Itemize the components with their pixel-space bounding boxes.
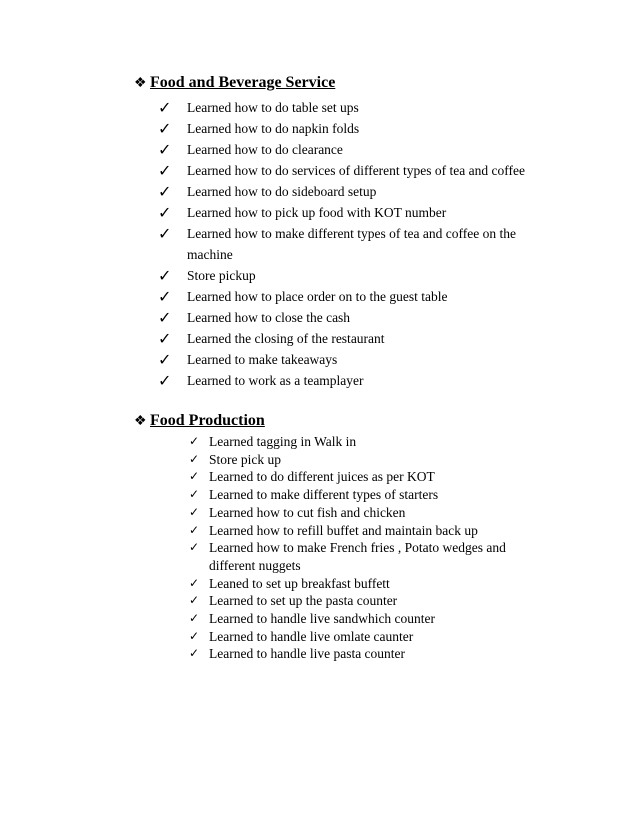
- list-item-text: Learned to do different juices as per KOT: [209, 469, 435, 485]
- list-item: [189, 451, 506, 469]
- list-item: [158, 139, 525, 160]
- list-item: [189, 486, 506, 504]
- checklist-food-and-beverage: [158, 97, 525, 391]
- list-item-text: Learned to handle live pasta counter: [209, 646, 406, 662]
- list-item: [158, 223, 525, 265]
- checkmark-icon: ✓: [158, 140, 172, 159]
- list-item: [189, 504, 506, 522]
- list-item-text: Learned to handle live omlate caunter: [209, 628, 414, 644]
- list-item: [158, 265, 525, 286]
- checklist-food-production: [189, 433, 506, 663]
- list-item-text: Store pickup: [187, 268, 256, 283]
- checkmark-icon: ✓: [189, 469, 200, 484]
- list-item: [158, 97, 525, 118]
- list-item-text: Learned how to place order on to the guest table: [187, 289, 448, 304]
- list-item-text: Learned the closing of the restaurant: [187, 331, 385, 346]
- list-item: [158, 370, 525, 391]
- list-item: [189, 539, 506, 574]
- checkmark-icon: ✓: [189, 646, 200, 661]
- list-item-text: Leaned to set up breakfast buffett: [209, 575, 390, 591]
- list-item-text: Learned how to do services of different types of tea and coffee: [187, 163, 525, 178]
- list-item-text: Learned how to make French fries , Potato wedges and: [209, 540, 506, 556]
- list-item-text-continuation: machine: [187, 247, 233, 262]
- list-item: [189, 610, 506, 628]
- list-item-text: Learned how to do clearance: [187, 142, 343, 157]
- section-heading-food-and-beverage: [134, 74, 335, 93]
- list-item-text: Learned to set up the pasta counter: [209, 593, 398, 609]
- list-item: [189, 645, 506, 663]
- list-item-text: Learned to work as a teamplayer: [187, 373, 364, 388]
- checkmark-icon: ✓: [189, 487, 200, 502]
- list-item: [189, 468, 506, 486]
- list-item: [158, 286, 525, 307]
- diamond-bullet-icon: ❖: [134, 414, 147, 429]
- list-item: [158, 202, 525, 223]
- checkmark-icon: ✓: [158, 371, 172, 390]
- list-item: [189, 628, 506, 646]
- checkmark-icon: ✓: [158, 224, 172, 243]
- checkmark-icon: ✓: [189, 593, 200, 608]
- list-item-text: Learned tagging in Walk in: [209, 434, 357, 449]
- list-item-text: Learned how to do sideboard setup: [187, 184, 377, 199]
- list-item: [189, 592, 506, 610]
- checkmark-icon: ✓: [189, 611, 200, 626]
- list-item-text: Learned to handle live sandwhich counter: [209, 611, 436, 627]
- section-title: Food Production: [150, 412, 265, 429]
- list-item-text: Learned to make takeaways: [187, 352, 338, 367]
- list-item-text: Learned to make different types of starters: [209, 487, 439, 503]
- checkmark-icon: ✓: [189, 575, 200, 590]
- list-item: [189, 575, 506, 593]
- list-item: [158, 328, 525, 349]
- checkmark-icon: ✓: [158, 203, 172, 222]
- list-item-text: Learned how to do table set ups: [187, 100, 359, 115]
- list-item-text: Learned how to cut fish and chicken: [209, 504, 406, 520]
- checkmark-icon: ✓: [158, 287, 172, 306]
- list-item-text: Learned how to refill buffet and maintain back up: [209, 522, 478, 538]
- list-item: [189, 522, 506, 540]
- checkmark-icon: ✓: [189, 504, 200, 519]
- checkmark-icon: ✓: [158, 182, 172, 201]
- list-item: [189, 433, 506, 451]
- list-item: [158, 160, 525, 181]
- list-item: [158, 307, 525, 328]
- checkmark-icon: ✓: [158, 119, 172, 138]
- list-item-text: Learned how to close the cash: [187, 310, 351, 325]
- list-item-text: Learned how to pick up food with KOT number: [187, 205, 447, 220]
- checkmark-icon: ✓: [158, 161, 172, 180]
- list-item-text: Learned how to do napkin folds: [187, 121, 360, 136]
- list-item: [158, 181, 525, 202]
- diamond-bullet-icon: ❖: [134, 76, 147, 91]
- checkmark-icon: ✓: [158, 329, 172, 348]
- checkmark-icon: ✓: [189, 522, 200, 537]
- list-item: [158, 349, 525, 370]
- checkmark-icon: ✓: [189, 434, 200, 448]
- checkmark-icon: ✓: [158, 350, 172, 369]
- checkmark-icon: ✓: [189, 451, 200, 466]
- list-item-text-continuation: different nuggets: [209, 557, 301, 573]
- checkmark-icon: ✓: [158, 308, 172, 327]
- list-item-text: Store pick up: [209, 451, 281, 467]
- checkmark-icon: ✓: [158, 266, 172, 285]
- list-item-text: Learned how to make different types of tea and coffee on the: [187, 226, 516, 241]
- list-item: [158, 118, 525, 139]
- checkmark-icon: ✓: [189, 540, 200, 555]
- checkmark-icon: ✓: [158, 98, 172, 117]
- section-heading-food-production: [134, 412, 265, 431]
- checkmark-icon: ✓: [189, 628, 200, 643]
- section-title: Food and Beverage Service: [150, 74, 336, 91]
